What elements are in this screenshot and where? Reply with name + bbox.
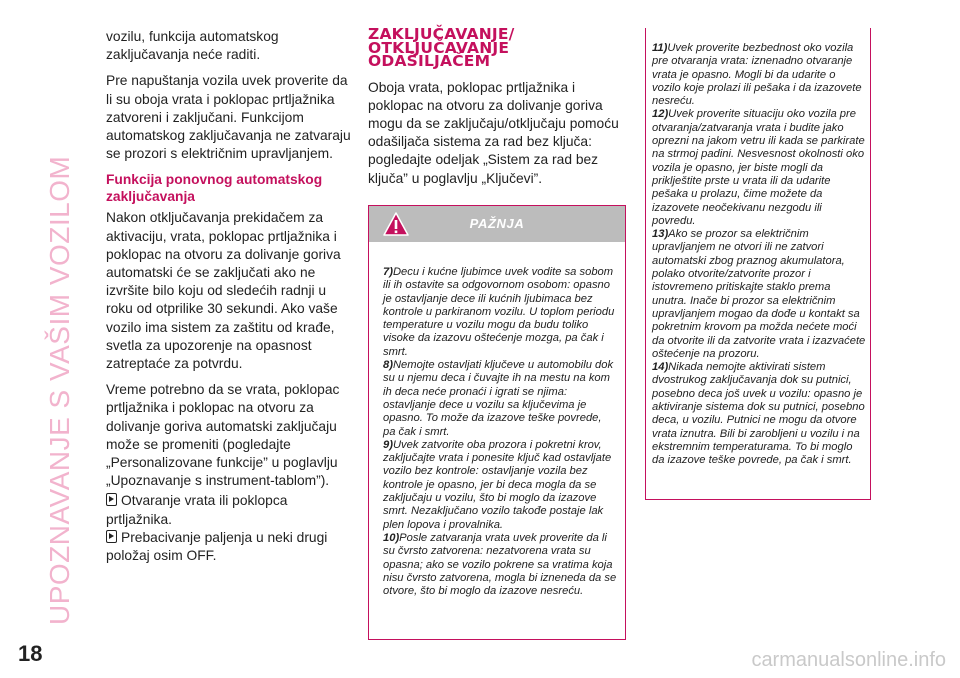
- warning-note: [383, 439, 617, 532]
- paragraph: Vreme potrebno da se vrata, poklopac prtljažnika i poklopac na otvoru za dolivanje goriva automatski zaključaju može se promeniti (pogledajte „Personalizovane funkcije” u poglavlju „Upoznavanje s instrument-tablom”).: [106, 382, 340, 489]
- note-number: 7): [383, 266, 393, 278]
- list-item-text: Otvaranje vrata ili poklopca prtljažnika.: [106, 493, 288, 527]
- watermark: carmanualsonline.info: [751, 649, 946, 671]
- warning-body: [369, 242, 625, 598]
- warning-note: [383, 532, 617, 598]
- warning-label: PAŽNJA: [469, 216, 525, 231]
- list-item-text: Prebacivanje paljenja u neki drugi položaj osim OFF.: [106, 529, 328, 564]
- list-item: [106, 529, 352, 565]
- paragraph: Nakon otključavanja prekidačem za aktivaciju, vrata, poklopac prtljažnika i poklopac na otvoru za dolivanje goriva automatski će se zaključati ako ne izvršite bilo koju od sledećih radnji u roku od otprilike 30 sekundi. Ako vaše vozilo ima sistem za zaštitu od krađe, svetla za upozorenje na opasnost zatreptaće za potvrdu.: [106, 210, 341, 372]
- warning-note: [383, 266, 617, 359]
- note-number: 14): [652, 361, 669, 374]
- heading-line: ODAŠILJAČEM: [368, 52, 491, 70]
- note-number: 10): [383, 531, 400, 544]
- warning-note: [652, 42, 866, 108]
- note-text: Uvek zatvorite oba prozora i pokretni krov, zaključajte vrata i ponesite ključ kad ostavljate vozilo bez kontrole: ostavljanje vozila bez kontrole je opasno, jer bi deca mogla da se zaključaju u vozilu, što bi moglo da izazove smrt. Nezaključano vozilo takođe postaje lak plen lopova i provalnika.: [383, 438, 612, 531]
- note-number: 8): [383, 359, 393, 372]
- note-number: 9): [383, 438, 393, 451]
- note-text: Uvek proverite bezbednost oko vozila pre otvaranja vrata: iznenadno otvaranje vrata je opasno. Mogli bi da udarite o vozilo koje prolazi ili pešaka i da izazovete nesreću.: [652, 42, 862, 108]
- paragraph: Oboja vrata, poklopac prtljažnika i poklopac na otvoru za dolivanje goriva mogu da se zaključaju/otključaju pomoću odašiljača sistema za rad bez ključa: pogledajte odeljak „Sistem za rad bez ključa” u poglavlju „Ključevi”.: [368, 79, 619, 186]
- note-number: 11): [652, 42, 668, 54]
- note-text: Uvek proverite situaciju oko vozila pre otvaranja/zatvaranja vrata i budite jako oprezni na jakom vetru ili kada se parkirate na strmoj padini. Nesvesnost okolnosti oko vozila je opasno, jer biste mogli da priklještite prste u vrata ili da udarite pešaka u prolazu, čime možete da izazovete neočekivanu nezgodu ili povredu.: [652, 108, 865, 227]
- middle-text-column: [368, 25, 628, 188]
- left-text-column: [106, 28, 352, 565]
- warning-header: [369, 206, 625, 242]
- arrow-bullet-icon: [106, 530, 117, 543]
- list-item: [106, 492, 352, 528]
- note-text: Posle zatvaranja vrata uvek proverite da li su čvrsto zatvorena: nezatvorena vrata su opasna; ako se vozilo pokrene sa vratima koja nisu čvrsto zatvorena, mogla bi izneneda da se otvore, što bi moglo da izazove nesreću.: [383, 531, 617, 598]
- warning-box: [368, 205, 626, 640]
- note-text: Nemojte ostavljati ključeve u automobilu dok su u njemu deca i čuvajte ih na mestu na kom ih deca neće pronaći i igrati se njima: ostavljanje dece u vozilu sa ključevima je opasno. To može da izazove teške povrede, pa čak i smrt.: [383, 359, 614, 438]
- note-number: 12): [652, 108, 669, 121]
- page-number: 18: [18, 641, 43, 666]
- chapter-side-title: UPOZNAVANJE S VAŠIM VOZILOM: [44, 155, 75, 625]
- heading-line: ZAKLJUČAVANJE/: [368, 25, 515, 43]
- arrow-bullet-icon: [106, 493, 117, 506]
- warning-note: [652, 361, 866, 467]
- warning-note: [383, 359, 617, 439]
- heading-line: OTKLJUČAVANJE: [368, 38, 510, 57]
- note-text: Decu i kućne ljubimce uvek vodite sa sobom ili ih ostavite sa odgovornom osobom: opasno je ostavljanje dece ili kućnih ljubimaca bez kontrole u parkiranom vozilu. U toplom periodu temperature u vozilu mogu da budu toliko visoke da izazovu oštećenje mozga, pa čak i smrt.: [383, 266, 615, 358]
- note-number: 13): [652, 228, 669, 241]
- warning-note: [652, 108, 866, 228]
- section-heading: [368, 25, 628, 70]
- note-text: Ako se prozor sa električnim upravljanjem ne otvori ili ne zatvori automatski zbog praznog akumulatora, polako otvorite/zatvorite prozor i istovremeno pritiskajte staklo prema unutra. Inače bi prozor sa električnim upravljanjem mogao da dođe u kontakt sa pokretnim krovom pa možda nećete moći da otvorite ili da zatvorite vrata i izazvaćete oštećenje na prozoru.: [652, 228, 866, 360]
- note-text: Nikada nemojte aktivirati sistem dvostrukog zaključavanja dok su putnici, posebno deca još uvek u vozilu: opasno je aktiviranje sistema dok su putnici, posebno deca, u vozilu. Putnici ne mogu da otvore vrata iznutra. Bili bi zarobljeni u vozilu i na ekstremnim temperaturama. To bi moglo da izazove teške povrede, pa čak i smrt.: [652, 361, 865, 467]
- right-warning-column: [645, 28, 871, 500]
- section-subheading: Funkcija ponovnog automatskog zaključavanja: [106, 172, 323, 205]
- paragraph: vozilu, funkcija automatskog zaključavanja neće raditi.: [106, 29, 279, 63]
- warning-note: [652, 228, 866, 361]
- paragraph: Pre napuštanja vozila uvek proverite da li su oboja vrata i poklopac prtljažnika zatvoreni i zaključani. Funkcijom automatskog zaključavanja ne zatvaraju se prozori s električnim upravljanjem.: [106, 73, 351, 162]
